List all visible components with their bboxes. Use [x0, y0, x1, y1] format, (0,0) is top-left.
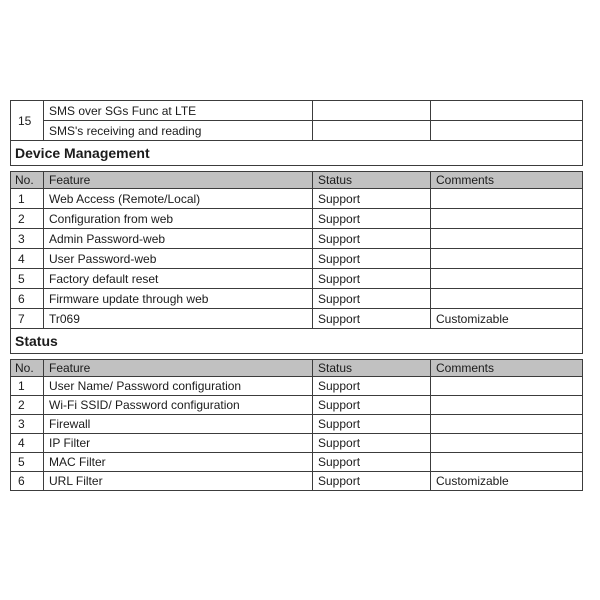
cell-feature: IP Filter — [44, 434, 313, 453]
spec-table-device-management — [10, 171, 583, 354]
cell-no: 5 — [11, 453, 44, 472]
table-row — [11, 289, 583, 309]
section-title-device-management: Device Management — [11, 141, 583, 166]
cell-comments — [431, 249, 583, 269]
cell-feature: Wi-Fi SSID/ Password configuration — [44, 396, 313, 415]
cell-feature: User Name/ Password configuration — [44, 377, 313, 396]
cell-no: 2 — [11, 396, 44, 415]
cell-status: Support — [313, 453, 431, 472]
cell-status: Support — [313, 434, 431, 453]
cell-status: Support — [313, 415, 431, 434]
section-title-row — [11, 141, 583, 166]
column-header-no: No. — [11, 360, 44, 377]
cell-comments — [431, 121, 583, 141]
cell-status: Support — [313, 249, 431, 269]
column-header-status: Status — [313, 172, 431, 189]
cell-feature: Factory default reset — [44, 269, 313, 289]
cell-status: Support — [313, 209, 431, 229]
cell-comments: Customizable — [431, 309, 583, 329]
table-row — [11, 309, 583, 329]
cell-group-no: 15 — [11, 101, 44, 141]
cell-comments: Customizable — [431, 472, 583, 491]
spec-table-status — [10, 359, 583, 491]
table-row — [11, 396, 583, 415]
cell-feature: Tr069 — [44, 309, 313, 329]
table-row — [11, 269, 583, 289]
cell-no: 7 — [11, 309, 44, 329]
cell-comments — [431, 434, 583, 453]
section-title-row — [11, 329, 583, 354]
cell-comments — [431, 377, 583, 396]
cell-feature: Web Access (Remote/Local) — [44, 189, 313, 209]
table-row — [11, 121, 583, 141]
cell-feature: Firmware update through web — [44, 289, 313, 309]
section-title-status: Status — [11, 329, 583, 354]
column-header-no: No. — [11, 172, 44, 189]
cell-feature: User Password-web — [44, 249, 313, 269]
cell-feature: SMS over SGs Func at LTE — [44, 101, 313, 121]
table-row — [11, 249, 583, 269]
cell-status: Support — [313, 472, 431, 491]
column-header-comments: Comments — [431, 360, 583, 377]
cell-feature: Admin Password-web — [44, 229, 313, 249]
table-row — [11, 434, 583, 453]
table-row — [11, 377, 583, 396]
cell-feature: URL Filter — [44, 472, 313, 491]
table-row — [11, 453, 583, 472]
cell-no: 1 — [11, 377, 44, 396]
cell-comments — [431, 396, 583, 415]
cell-status: Support — [313, 377, 431, 396]
cell-feature: Configuration from web — [44, 209, 313, 229]
cell-status: Support — [313, 229, 431, 249]
cell-no: 3 — [11, 415, 44, 434]
spec-tables — [10, 100, 582, 496]
cell-no: 5 — [11, 269, 44, 289]
column-header-row — [11, 360, 583, 377]
column-header-row — [11, 172, 583, 189]
table-row — [11, 472, 583, 491]
spec-table-top — [10, 100, 583, 166]
cell-status — [313, 101, 431, 121]
table-row — [11, 209, 583, 229]
column-header-feature: Feature — [44, 360, 313, 377]
cell-status: Support — [313, 189, 431, 209]
cell-no: 1 — [11, 189, 44, 209]
table-row — [11, 101, 583, 121]
cell-comments — [431, 101, 583, 121]
cell-comments — [431, 415, 583, 434]
cell-status: Support — [313, 269, 431, 289]
cell-no: 4 — [11, 249, 44, 269]
cell-no: 3 — [11, 229, 44, 249]
cell-comments — [431, 453, 583, 472]
cell-comments — [431, 189, 583, 209]
column-header-status: Status — [313, 360, 431, 377]
cell-comments — [431, 269, 583, 289]
cell-status: Support — [313, 396, 431, 415]
cell-no: 2 — [11, 209, 44, 229]
column-header-feature: Feature — [44, 172, 313, 189]
cell-comments — [431, 229, 583, 249]
cell-comments — [431, 289, 583, 309]
cell-status — [313, 121, 431, 141]
cell-no: 4 — [11, 434, 44, 453]
table-row — [11, 189, 583, 209]
cell-feature: MAC Filter — [44, 453, 313, 472]
cell-no: 6 — [11, 472, 44, 491]
cell-feature: Firewall — [44, 415, 313, 434]
table-row — [11, 229, 583, 249]
cell-comments — [431, 209, 583, 229]
cell-status: Support — [313, 309, 431, 329]
cell-status: Support — [313, 289, 431, 309]
cell-no: 6 — [11, 289, 44, 309]
table-row — [11, 415, 583, 434]
column-header-comments: Comments — [431, 172, 583, 189]
cell-feature: SMS's receiving and reading — [44, 121, 313, 141]
